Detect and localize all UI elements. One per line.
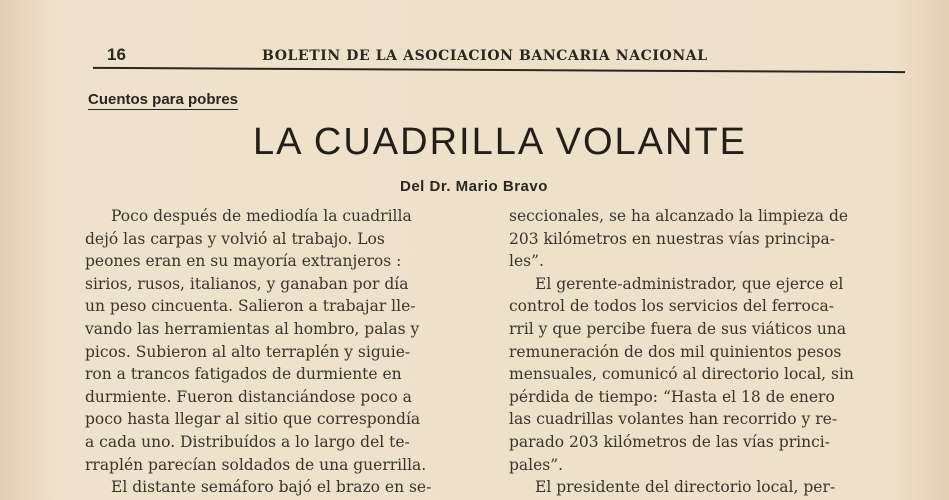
page-number: 16 bbox=[107, 45, 126, 64]
text-line: rril y que percibe fuera de sus viáticos una bbox=[509, 319, 847, 338]
text-line: sirios, rusos, italianos, y ganaban por día bbox=[85, 274, 409, 293]
text-line: dejó las carpas y volvió al trabajo. Los bbox=[85, 229, 385, 248]
text-line: vando las herramientas al hombro, palas y bbox=[85, 319, 420, 338]
text-line: 203 kilómetros en nuestras vías principa- bbox=[509, 229, 835, 248]
text-line: las cuadrillas volantes han recorrido y re- bbox=[509, 410, 838, 429]
text-line: les”. bbox=[509, 252, 544, 271]
text-line: peones eran en su mayoría extranjeros : bbox=[85, 252, 402, 271]
text-line: poco hasta llegar al sitio que correspondía bbox=[85, 410, 421, 429]
text-line: pales”. bbox=[509, 455, 564, 474]
text-line: El distante semáforo bajó el brazo en se- bbox=[111, 478, 432, 497]
text-line: ron a trancos fatigados de durmiente en bbox=[85, 365, 402, 384]
text-line: seccionales, se ha alcanzado la limpieza de bbox=[509, 207, 849, 225]
article-byline: Del Dr. Mario Bravo bbox=[400, 178, 548, 195]
article-title: LA CUADRILLA VOLANTE bbox=[252, 121, 748, 163]
section-label: Cuentos para pobres bbox=[88, 91, 239, 108]
text-line: a cada uno. Distribuídos a lo largo del te- bbox=[85, 432, 410, 451]
text-line: El gerente-administrador, que ejerce el bbox=[535, 274, 844, 293]
text-line: Poco después de mediodía la cuadrilla bbox=[111, 207, 412, 225]
text-line: rraplén parecían soldados de una guerrilla. bbox=[85, 455, 427, 474]
text-line: El presidente del directorio local, per- bbox=[535, 478, 836, 497]
running-title: BOLETIN DE LA ASOCIACION BANCARIA NACIONAL bbox=[262, 48, 708, 64]
text-line: un peso cincuenta. Salieron a trabajar lle- bbox=[85, 297, 416, 316]
right-column bbox=[509, 205, 909, 499]
text-line: mensuales, comunicó al directorio local, sin bbox=[509, 365, 854, 384]
text-line: remuneración de dos mil quinientos pesos bbox=[509, 342, 842, 361]
text-line: control de todos los servicios del ferroca- bbox=[509, 297, 835, 316]
text-line: picos. Subieron al alto terraplén y siguie- bbox=[85, 342, 411, 361]
text-line: pérdida de tiempo: “Hasta el 18 de enero bbox=[509, 387, 835, 406]
text-line: durmiente. Fueron distanciándose poco a bbox=[85, 387, 412, 406]
text-line: parado 203 kilómetros de las vías princi- bbox=[509, 432, 830, 451]
left-column bbox=[85, 205, 485, 499]
header-rule bbox=[93, 67, 905, 73]
